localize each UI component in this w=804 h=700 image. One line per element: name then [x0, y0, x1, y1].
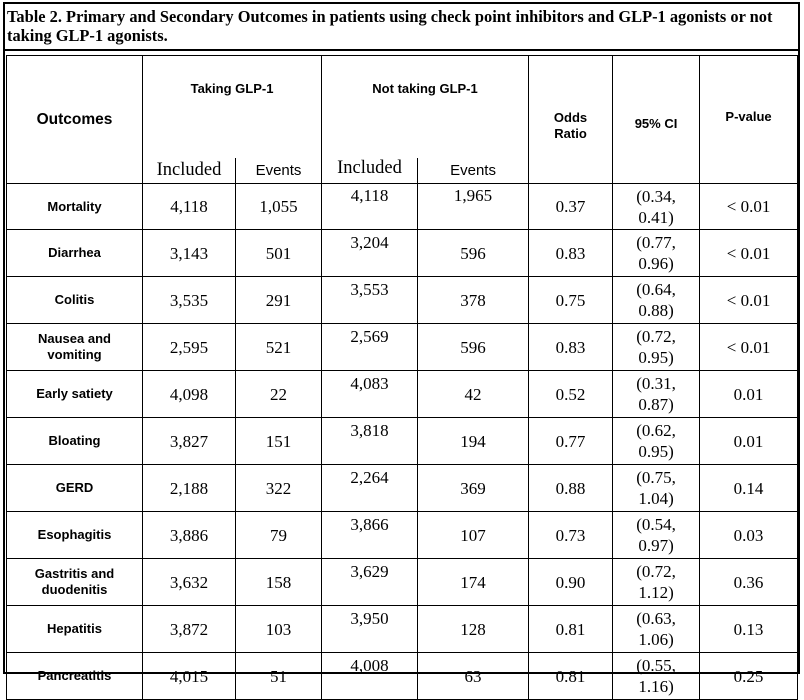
ci-lower: (0.72, [636, 562, 676, 581]
ci-upper: 0.95) [638, 442, 674, 461]
taking-included-cell: 2,595 [143, 324, 236, 371]
table-row [7, 606, 798, 653]
not-taking-events-cell: 174 [418, 559, 529, 606]
not-taking-events-cell: 596 [418, 230, 529, 277]
not-taking-events-cell: 63 [418, 653, 529, 700]
not-taking-included-cell: 4,008 [322, 653, 418, 700]
p-value-cell: < 0.01 [700, 184, 798, 230]
p-value-cell: < 0.01 [700, 230, 798, 277]
table-title: Table 2. Primary and Secondary Outcomes in patients using check point inhibitors and GLP-1 agonists or not taking GLP-1 agonists. [5, 4, 798, 51]
ci-cell [613, 653, 700, 700]
ci-upper: 1.06) [638, 630, 674, 649]
header-odds-ratio [529, 56, 613, 184]
taking-included-cell: 3,143 [143, 230, 236, 277]
ci-lower: (0.63, [636, 609, 676, 628]
not-taking-included-cell: 2,264 [322, 465, 418, 512]
header-taking-included: Included [143, 158, 236, 184]
ci-cell [613, 465, 700, 512]
not-taking-included-cell: 3,950 [322, 606, 418, 653]
taking-events-cell: 521 [236, 324, 322, 371]
taking-events-cell: 1,055 [236, 184, 322, 230]
ci-cell [613, 324, 700, 371]
p-value-cell: < 0.01 [700, 277, 798, 324]
ci-lower: (0.62, [636, 421, 676, 440]
ci-cell [613, 277, 700, 324]
p-value-cell: 0.01 [700, 418, 798, 465]
table-container [3, 2, 800, 696]
not-taking-included-cell: 3,818 [322, 418, 418, 465]
not-taking-included-cell: 3,553 [322, 277, 418, 324]
odds-ratio-cell: 0.73 [529, 512, 613, 559]
ci-upper: 0.87) [638, 395, 674, 414]
ci-cell [613, 559, 700, 606]
table-row [7, 653, 798, 700]
taking-events-cell: 501 [236, 230, 322, 277]
header-outcomes: Outcomes [7, 56, 143, 184]
ci-upper: 1.16) [638, 677, 674, 696]
not-taking-included-cell: 4,083 [322, 371, 418, 418]
not-taking-included-cell: 2,569 [322, 324, 418, 371]
table-row [7, 418, 798, 465]
header-taking-events: Events [236, 158, 322, 184]
table-row [7, 324, 798, 371]
odds-ratio-cell: 0.81 [529, 606, 613, 653]
ci-cell [613, 184, 700, 230]
not-taking-events-cell: 194 [418, 418, 529, 465]
header-not-taking-events: Events [418, 158, 529, 184]
not-taking-events-cell: 596 [418, 324, 529, 371]
ci-upper: 1.12) [638, 583, 674, 602]
ci-upper: 0.95) [638, 348, 674, 367]
table-row [7, 559, 798, 606]
p-value-cell: 0.01 [700, 371, 798, 418]
taking-events-cell: 79 [236, 512, 322, 559]
taking-events-cell: 151 [236, 418, 322, 465]
ci-upper: 0.96) [638, 254, 674, 273]
outcome-cell: Diarrhea [7, 230, 143, 277]
ci-lower: (0.64, [636, 280, 676, 299]
not-taking-included-cell: 4,118 [322, 184, 418, 230]
not-taking-events-cell: 378 [418, 277, 529, 324]
ci-lower: (0.77, [636, 233, 676, 252]
odds-ratio-cell: 0.83 [529, 324, 613, 371]
not-taking-events-cell: 369 [418, 465, 529, 512]
taking-events-cell: 322 [236, 465, 322, 512]
taking-events-cell: 22 [236, 371, 322, 418]
ci-lower: (0.72, [636, 327, 676, 346]
odds-ratio-cell: 0.37 [529, 184, 613, 230]
ci-cell [613, 606, 700, 653]
p-value-cell: 0.36 [700, 559, 798, 606]
odds-ratio-cell: 0.77 [529, 418, 613, 465]
taking-events-cell: 158 [236, 559, 322, 606]
odds-ratio-cell: 0.81 [529, 653, 613, 700]
outcome-cell: Early satiety [7, 371, 143, 418]
outcome-cell: GERD [7, 465, 143, 512]
taking-included-cell: 2,188 [143, 465, 236, 512]
odds-ratio-cell: 0.90 [529, 559, 613, 606]
not-taking-included-cell: 3,866 [322, 512, 418, 559]
odds-ratio-cell: 0.52 [529, 371, 613, 418]
taking-included-cell: 3,886 [143, 512, 236, 559]
header-95-ci: 95% CI [613, 56, 700, 184]
taking-included-cell: 3,827 [143, 418, 236, 465]
not-taking-events-cell: 128 [418, 606, 529, 653]
taking-events-cell: 103 [236, 606, 322, 653]
not-taking-events-cell: 107 [418, 512, 529, 559]
taking-included-cell: 3,535 [143, 277, 236, 324]
table-row [7, 277, 798, 324]
outcome-cell: Bloating [7, 418, 143, 465]
table-row [7, 512, 798, 559]
outcome-cell: Hepatitis [7, 606, 143, 653]
outcomes-table [6, 55, 798, 700]
ci-lower: (0.54, [636, 515, 676, 534]
ci-upper: 0.41) [638, 207, 674, 227]
p-value-cell: 0.03 [700, 512, 798, 559]
p-value-cell: 0.14 [700, 465, 798, 512]
outcome-cell: Colitis [7, 277, 143, 324]
taking-included-cell: 3,632 [143, 559, 236, 606]
ci-lower: (0.75, [636, 468, 676, 487]
odds-ratio-cell: 0.83 [529, 230, 613, 277]
outcome-cell: Gastritis and duodenitis [7, 559, 143, 606]
ci-lower: (0.31, [636, 374, 676, 393]
odds-ratio-cell: 0.88 [529, 465, 613, 512]
p-value-cell: < 0.01 [700, 324, 798, 371]
header-taking-glp1: Taking GLP-1 [143, 56, 322, 158]
not-taking-included-cell: 3,204 [322, 230, 418, 277]
table-row [7, 230, 798, 277]
header-odds-ratio-label: Odds Ratio [553, 109, 588, 141]
not-taking-events-cell: 1,965 [418, 184, 529, 230]
header-p-value: P-value [700, 56, 798, 184]
table-row [7, 371, 798, 418]
taking-events-cell: 291 [236, 277, 322, 324]
outcome-cell: Esophagitis [7, 512, 143, 559]
outcome-cell: Pancreatitis [7, 653, 143, 700]
ci-cell [613, 512, 700, 559]
p-value-cell: 0.13 [700, 606, 798, 653]
table-row [7, 184, 798, 230]
ci-cell [613, 230, 700, 277]
not-taking-included-cell: 3,629 [322, 559, 418, 606]
ci-cell [613, 371, 700, 418]
header-not-taking-included: Included [322, 158, 418, 184]
taking-included-cell: 4,015 [143, 653, 236, 700]
table-body [7, 184, 798, 700]
taking-included-cell: 4,098 [143, 371, 236, 418]
ci-upper: 0.97) [638, 536, 674, 555]
header-not-taking-glp1: Not taking GLP-1 [322, 56, 529, 158]
p-value-cell: 0.25 [700, 653, 798, 700]
ci-upper: 0.88) [638, 301, 674, 320]
taking-included-cell: 4,118 [143, 184, 236, 230]
odds-ratio-cell: 0.75 [529, 277, 613, 324]
ci-cell [613, 418, 700, 465]
outcome-cell: Mortality [7, 184, 143, 230]
not-taking-events-cell: 42 [418, 371, 529, 418]
taking-included-cell: 3,872 [143, 606, 236, 653]
taking-events-cell: 51 [236, 653, 322, 700]
ci-lower: (0.34, [636, 186, 676, 206]
table-row [7, 465, 798, 512]
outcome-cell: Nausea and vomiting [7, 324, 143, 371]
ci-lower: (0.55, [636, 656, 676, 675]
ci-upper: 1.04) [638, 489, 674, 508]
